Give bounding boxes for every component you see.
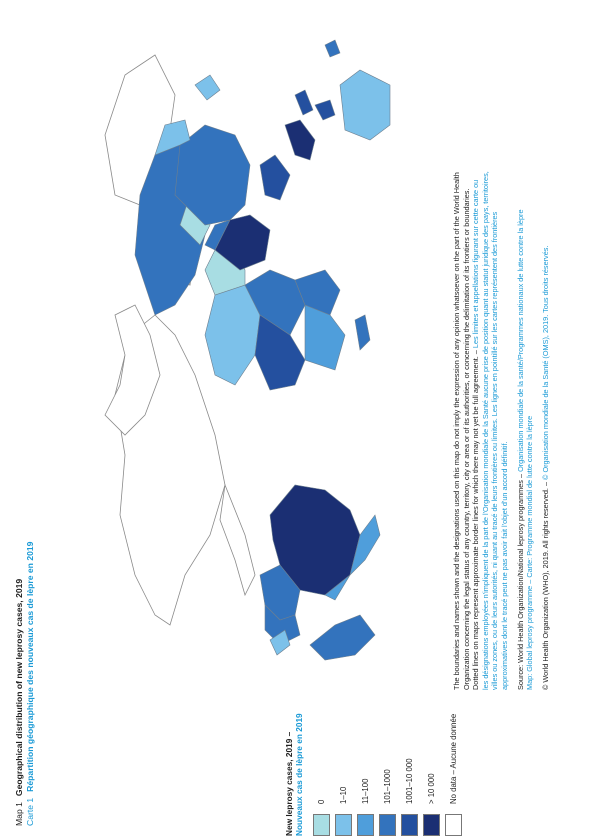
- legend-swatch: [357, 814, 374, 836]
- legend-label: No data – Aucune donnée: [448, 713, 458, 804]
- southeast-asia: [260, 155, 290, 200]
- philippines: [295, 90, 313, 115]
- legend-label: > 10 000: [426, 773, 436, 804]
- southern-africa: [305, 305, 345, 370]
- papua: [315, 100, 335, 120]
- legend-label: 101–1000: [382, 769, 392, 804]
- legend-swatch: [335, 814, 352, 836]
- indonesia: [285, 120, 315, 160]
- map-credit-en: Map: Global leprosy programme –: [525, 579, 535, 690]
- legend-item: [332, 696, 354, 836]
- legend-item: [354, 696, 376, 836]
- legend-items: [310, 696, 464, 836]
- legend-label: 11–100: [360, 778, 370, 804]
- notes-block: [452, 170, 556, 690]
- copyright: [541, 170, 551, 690]
- north-africa: [205, 285, 260, 385]
- legend-item: [420, 696, 442, 836]
- copyright-fr: © Organisation mondiale de la Santé (OMS), 2019. Tous droits réservés.: [540, 245, 550, 480]
- pacific-islands: [325, 40, 340, 57]
- carte-title-text: Répartition géographique des nouveaux cas de lèpre en 2019: [25, 541, 35, 792]
- disclaimer-en: The boundaries and names shown and the designations used on this map do not imply the expression of any opinion whatsoever on the part of the World Health Organization concerning the legal status of any country, territory, city or area or of its authorities, or concerning the delimitation of its frontiers or boundaries. Dotted lines on maps represent approximate border lines for which there may not yet be full agreement. –: [452, 172, 481, 690]
- mexico: [310, 615, 375, 660]
- world-map: [95, 15, 395, 665]
- madagascar: [355, 315, 370, 350]
- legend-swatch: [445, 814, 462, 836]
- map-title-block: [14, 506, 36, 826]
- map-title: [14, 506, 25, 826]
- legend: [284, 696, 464, 836]
- legend-item: [442, 696, 464, 836]
- carte-title: [25, 506, 36, 826]
- legend-title-fr: Nouveaux cas de lèpre en 2019: [294, 713, 304, 836]
- legend-label: 1–10: [338, 786, 348, 804]
- map-number: Map 1: [14, 802, 24, 826]
- legend-title-en: New leprosy cases, 2019 –: [284, 731, 294, 836]
- map-credit-fr: Carte: Programme mondial de lutte contre la lèpre: [525, 415, 535, 578]
- disclaimer-fr: Les limites et appellations figurant sur cette carte ou les désignations employées n'impliquent de la part de l'Organisation mondiale de la Santé aucune prise de position quant au statut juridique des pays, territoires, villes ou zones, ou de leurs autorités, ni quant au tracé de leurs frontières ou limites. Les lignes en pointillé sur les cartes représentent des frontières approximatives dont le tracé peut ne pas avoir fait l'objet d'un accord définitif.: [471, 171, 509, 690]
- copyright-en: © World Health Organization (WHO), 2019. All rights reserved. –: [540, 481, 550, 690]
- legend-swatch: [401, 814, 418, 836]
- legend-swatch: [313, 814, 330, 836]
- legend-item: [310, 696, 332, 836]
- japan: [195, 75, 220, 100]
- disclaimer: [452, 170, 510, 690]
- legend-label: 0: [316, 799, 326, 804]
- legend-item: [376, 696, 398, 836]
- source: [516, 170, 535, 690]
- australia: [340, 70, 390, 140]
- source-fr: Organisation mondiale de la santé/Programmes nationaux de lutte contre la lèpre: [515, 209, 525, 472]
- carte-number: Carte 1: [25, 797, 35, 826]
- legend-label: 1001–10 000: [404, 758, 414, 804]
- legend-swatch: [423, 814, 440, 836]
- legend-item: [398, 696, 420, 836]
- source-en: Source: World Health Organization/National leprosy programmes –: [515, 473, 525, 690]
- central-america: [220, 485, 255, 595]
- legend-swatch: [379, 814, 396, 836]
- map-title-text: Geographical distribution of new leprosy cases, 2019: [14, 578, 24, 797]
